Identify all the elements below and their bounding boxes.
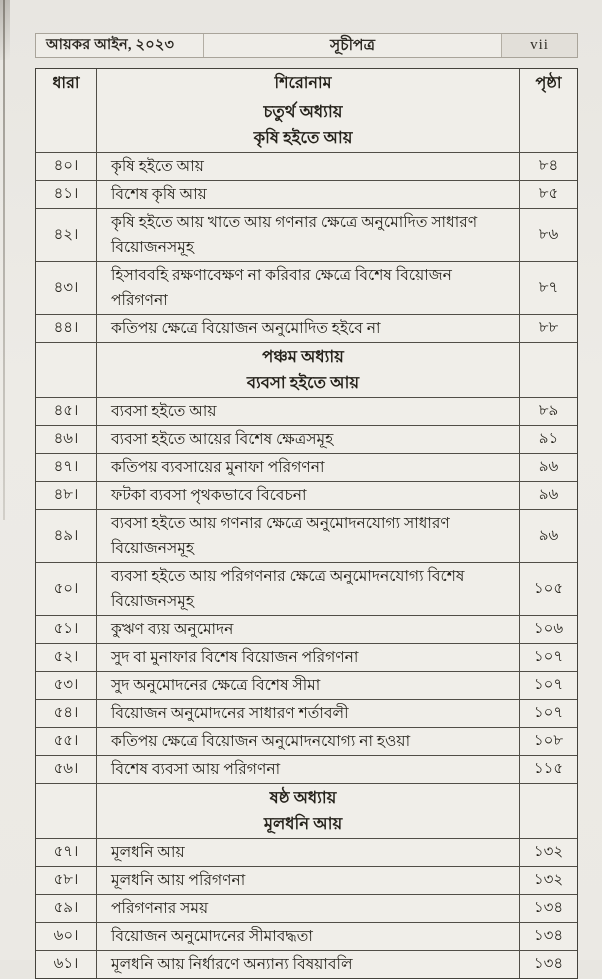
page-number: ১০৫ bbox=[519, 563, 577, 615]
chapter-header-row bbox=[36, 783, 577, 838]
chapter-subtitle: কৃষি হইতে আয় bbox=[253, 128, 353, 147]
chapter-title-cell bbox=[96, 98, 519, 152]
toc-row bbox=[36, 180, 577, 208]
section-number: ৬০। bbox=[53, 928, 79, 944]
section-title: কৃষি হইতে আয় খাতে আয় গণনার ক্ষেত্রে অনুমোদিত সাধারণ বিয়োজনসমূহ bbox=[96, 209, 519, 261]
section-number-cell-empty bbox=[36, 784, 96, 838]
section-number: ৫৩। bbox=[53, 677, 79, 693]
toc-row bbox=[36, 425, 577, 453]
page-number: ১১৫ bbox=[519, 756, 577, 783]
page-number: ১৩৪ bbox=[519, 895, 577, 922]
page-number: ৮৯ bbox=[519, 398, 577, 425]
page-number: ১৩২ bbox=[519, 839, 577, 866]
section-number: ৪৫। bbox=[53, 403, 79, 419]
page-number: ৮৪ bbox=[519, 153, 577, 180]
section-number: ৫৪। bbox=[53, 705, 79, 721]
section-title: ব্যবসা হইতে আয় গণনার ক্ষেত্রে অনুমোদনযোগ্য সাধারণ বিয়োজনসমূহ bbox=[96, 510, 519, 562]
toc-row bbox=[36, 261, 577, 314]
toc-row bbox=[36, 699, 577, 727]
section-number: ৪৬। bbox=[53, 431, 79, 447]
toc-row bbox=[36, 615, 577, 643]
running-header-page-number: vii bbox=[501, 34, 577, 57]
column-header-section: ধারা bbox=[52, 75, 80, 92]
section-title: মূলধনি আয় পরিগণনা bbox=[96, 867, 519, 894]
section-title: বিশেষ কৃষি আয় bbox=[96, 181, 519, 208]
page-number: ৯৬ bbox=[519, 482, 577, 509]
section-number: ৪০। bbox=[53, 158, 79, 174]
section-title: ব্যবসা হইতে আয়ের বিশেষ ক্ষেত্রসমূহ bbox=[96, 426, 519, 453]
chapter-header-row bbox=[36, 98, 577, 152]
chapter-subtitle: মূলধনি আয় bbox=[263, 814, 343, 833]
section-title: সুদ বা মুনাফার বিশেষ বিয়োজন পরিগণনা bbox=[96, 644, 519, 671]
toc-row bbox=[36, 643, 577, 671]
page-number-cell-empty bbox=[519, 98, 577, 152]
section-number-cell-empty bbox=[36, 98, 96, 152]
column-header-title: শিরোনাম bbox=[96, 69, 519, 98]
section-title: কুঋণ ব্যয় অনুমোদন bbox=[96, 616, 519, 643]
section-number: ৪২। bbox=[53, 226, 79, 243]
page-number: ৮৬ bbox=[519, 209, 577, 261]
section-number: ৫৭। bbox=[53, 844, 79, 860]
section-number: ৪৯। bbox=[53, 527, 79, 544]
section-number: ৪৭। bbox=[53, 459, 79, 475]
section-title: পরিগণনার সময় bbox=[96, 895, 519, 922]
section-number: ৫০। bbox=[53, 580, 79, 597]
chapter-subtitle: ব্যবসা হইতে আয় bbox=[246, 373, 360, 392]
section-title: ব্যবসা হইতে আয় পরিগণনার ক্ষেত্রে অনুমোদনযোগ্য বিশেষ বিয়োজনসমূহ bbox=[96, 563, 519, 615]
page-number: ৮৮ bbox=[519, 315, 577, 342]
section-title: ব্যবসা হইতে আয় bbox=[96, 398, 519, 425]
scan-corner-shadow bbox=[0, 0, 10, 60]
toc-header-row bbox=[36, 69, 577, 98]
chapter-title: পঞ্চম অধ্যায় bbox=[262, 347, 344, 366]
section-number: ৪৩। bbox=[53, 279, 79, 296]
toc-row bbox=[36, 866, 577, 894]
section-number: ৬১। bbox=[53, 956, 79, 972]
section-title: ফটকা ব্যবসা পৃথকভাবে বিবেচনা bbox=[96, 482, 519, 509]
page-number-cell-empty bbox=[519, 784, 577, 838]
section-title: মূলধনি আয় bbox=[96, 839, 519, 866]
section-title: কতিপয় ক্ষেত্রে বিয়োজন অনুমোদিত হইবে না bbox=[96, 315, 519, 342]
page-number: ১৩৪ bbox=[519, 951, 577, 978]
section-number: ৫৫। bbox=[53, 733, 79, 749]
page-number: ৮৭ bbox=[519, 262, 577, 314]
toc-row bbox=[36, 453, 577, 481]
toc-row bbox=[36, 208, 577, 261]
running-header bbox=[35, 33, 578, 58]
section-title: বিয়োজন অনুমোদনের সাধারণ শর্তাবলী bbox=[96, 700, 519, 727]
toc-row bbox=[36, 755, 577, 783]
toc-row bbox=[36, 922, 577, 950]
page-number: ৯৬ bbox=[519, 454, 577, 481]
section-number-cell-empty bbox=[36, 343, 96, 397]
page-number: ১৩৪ bbox=[519, 923, 577, 950]
running-header-book-title: আয়কর আইন, ২০২৩ bbox=[36, 34, 204, 57]
page-number: ১০৬ bbox=[519, 616, 577, 643]
section-number: ৫১। bbox=[53, 621, 79, 637]
page-number: ১০৮ bbox=[519, 728, 577, 755]
chapter-title-cell bbox=[96, 784, 519, 838]
section-number: ৫৬। bbox=[53, 761, 79, 777]
section-number: ৫৯। bbox=[53, 900, 79, 916]
toc-row bbox=[36, 397, 577, 425]
section-title: সুদ অনুমোদনের ক্ষেত্রে বিশেষ সীমা bbox=[96, 672, 519, 699]
section-title: বিশেষ ব্যবসা আয় পরিগণনা bbox=[96, 756, 519, 783]
toc-row bbox=[36, 894, 577, 922]
section-number: ৪৮। bbox=[53, 487, 79, 503]
table-of-contents bbox=[35, 68, 578, 979]
column-header-page: পৃষ্ঠা bbox=[519, 69, 577, 98]
page-number-cell-empty bbox=[519, 343, 577, 397]
page-number: ৮৫ bbox=[519, 181, 577, 208]
chapter-header-row bbox=[36, 342, 577, 397]
running-header-page-heading: সূচীপত্র bbox=[330, 36, 375, 54]
chapter-title-cell bbox=[96, 343, 519, 397]
section-title: কতিপয় ব্যবসায়ের মুনাফা পরিগণনা bbox=[96, 454, 519, 481]
toc-row bbox=[36, 727, 577, 755]
toc-row bbox=[36, 950, 577, 978]
toc-row bbox=[36, 562, 577, 615]
section-number: ৫৮। bbox=[53, 872, 79, 888]
section-title: কতিপয় ক্ষেত্রে বিয়োজন অনুমোদনযোগ্য না হওয়া bbox=[96, 728, 519, 755]
page-number: ১০৭ bbox=[519, 644, 577, 671]
toc-row bbox=[36, 152, 577, 180]
scan-page-edge-line bbox=[3, 0, 5, 520]
toc-row bbox=[36, 481, 577, 509]
section-number: ৪১। bbox=[53, 186, 79, 202]
page-number: ১০৭ bbox=[519, 700, 577, 727]
page-number: ১৩২ bbox=[519, 867, 577, 894]
section-number: ৪৪। bbox=[53, 320, 79, 336]
toc-row bbox=[36, 314, 577, 342]
section-title: মূলধনি আয় নির্ধারণে অন্যান্য বিষয়াবলি bbox=[96, 951, 519, 978]
section-title: বিয়োজন অনুমোদনের সীমাবদ্ধতা bbox=[96, 923, 519, 950]
section-title: কৃষি হইতে আয় bbox=[96, 153, 519, 180]
page-number: ৯১ bbox=[519, 426, 577, 453]
chapter-title: ষষ্ঠ অধ্যায় bbox=[269, 788, 337, 807]
section-number: ৫২। bbox=[53, 649, 79, 665]
chapter-title: চতুর্থ অধ্যায় bbox=[263, 102, 343, 121]
toc-row bbox=[36, 509, 577, 562]
page-number: ১০৭ bbox=[519, 672, 577, 699]
page-number: ৯৬ bbox=[519, 510, 577, 562]
toc-row bbox=[36, 838, 577, 866]
toc-row bbox=[36, 671, 577, 699]
section-title: হিসাববহি রক্ষণাবেক্ষণ না করিবার ক্ষেত্রে বিশেষ বিয়োজন পরিগণনা bbox=[96, 262, 519, 314]
